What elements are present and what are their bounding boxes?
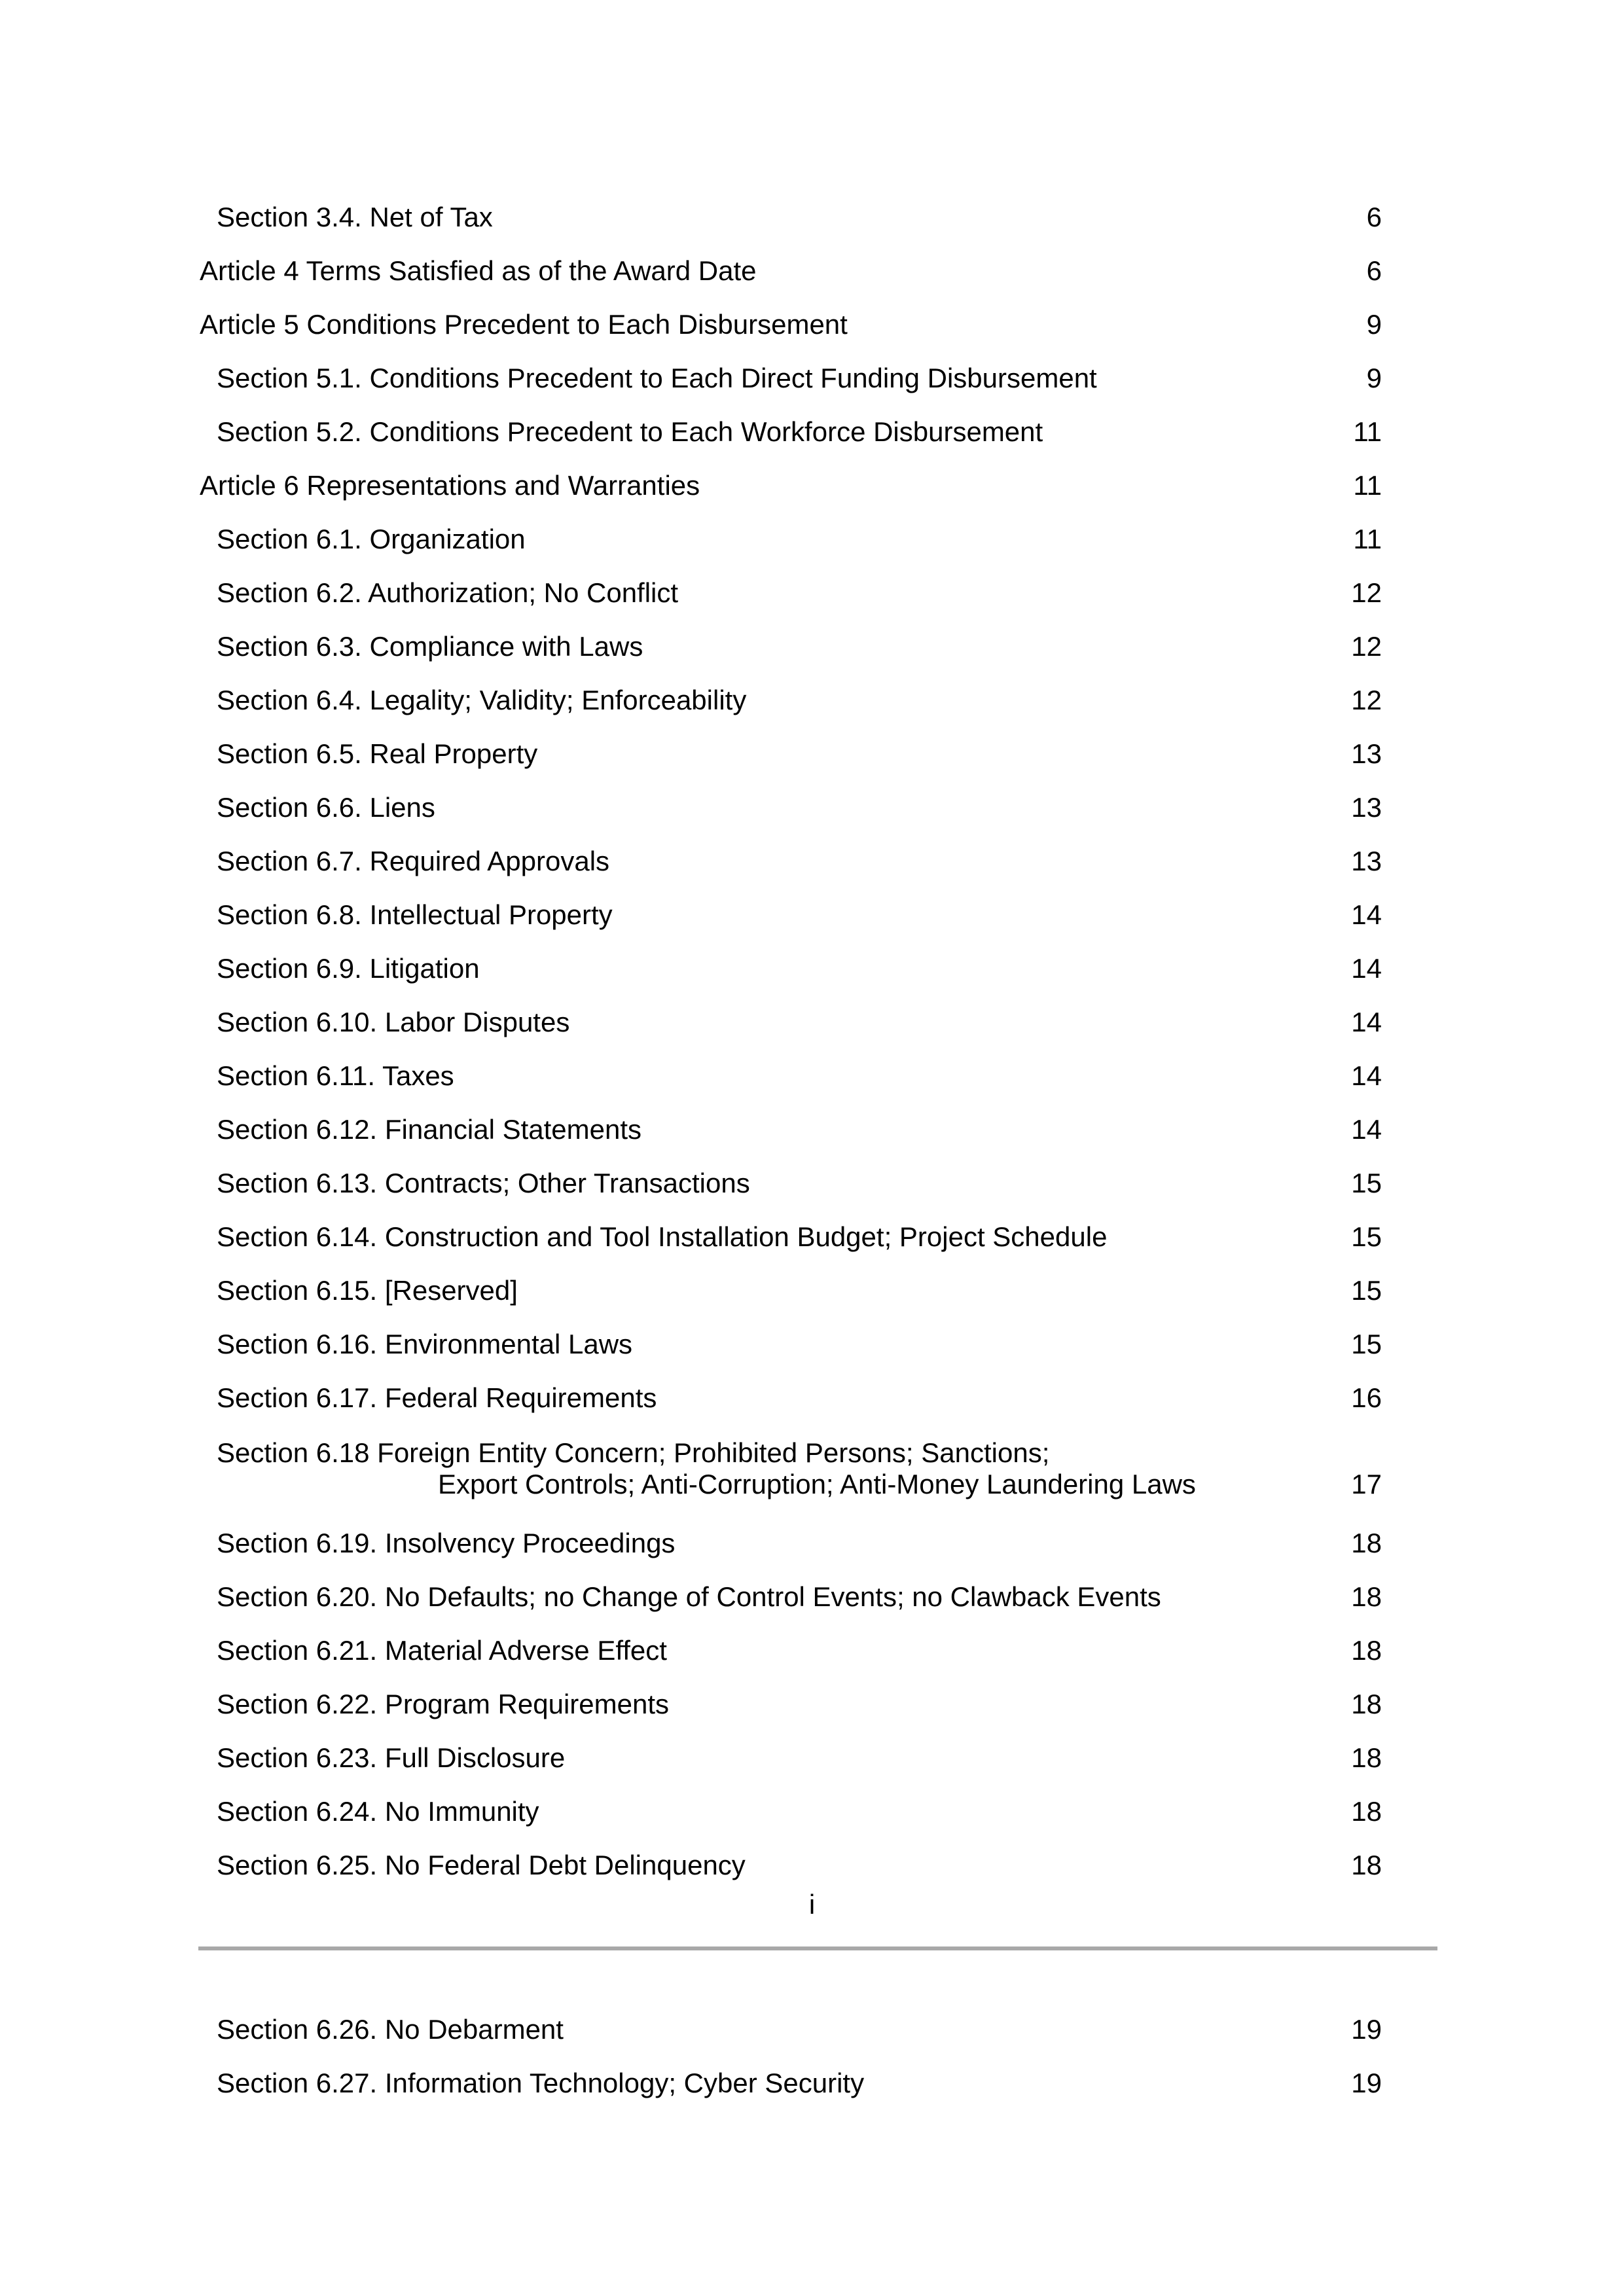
toc-entry-page: 18: [1351, 1850, 1382, 1880]
toc-entry[interactable]: [0, 834, 1624, 888]
toc-entry-page: 13: [1351, 792, 1382, 823]
toc-entry-title: Section 6.1. Organization: [217, 524, 526, 554]
toc-entry-title: Section 6.23. Full Disclosure: [217, 1742, 566, 1773]
toc-entry[interactable]: [0, 1785, 1624, 1839]
toc-entry-title: Section 6.20. No Defaults; no Change of Control Events; no Clawback Events: [217, 1581, 1161, 1612]
toc-entry-page: 14: [1351, 1060, 1382, 1091]
toc-entry-title: Section 6.18 Foreign Entity Concern; Prohibited Persons; Sanctions;: [217, 1437, 1050, 1468]
toc-entry-title: Section 6.12. Financial Statements: [217, 1114, 642, 1145]
page-number: i: [808, 1889, 816, 1920]
toc-entry[interactable]: [0, 1264, 1624, 1318]
toc-entry-page: 18: [1351, 1528, 1382, 1558]
toc-entry[interactable]: [0, 1103, 1624, 1157]
toc-entry[interactable]: [0, 1318, 1624, 1371]
toc-entry-title: Section 6.22. Program Requirements: [217, 1689, 670, 1719]
toc-entry[interactable]: [0, 781, 1624, 834]
toc-entry-page: 18: [1351, 1581, 1382, 1612]
toc-entry[interactable]: [0, 1516, 1624, 1570]
toc-entry-page: 17: [1351, 1469, 1382, 1499]
toc-entry-title: Section 6.14. Construction and Tool Installation Budget; Project Schedule: [217, 1221, 1108, 1252]
toc-entry-title: Section 6.17. Federal Requirements: [217, 1382, 657, 1413]
toc-entry[interactable]: [0, 244, 1624, 298]
toc-entry-title: Article 5 Conditions Precedent to Each Disbursement: [200, 309, 848, 340]
toc-entry-title: Section 6.15. [Reserved]: [217, 1275, 518, 1306]
toc-entry-page: 12: [1351, 631, 1382, 662]
toc-entry-title: Section 6.9. Litigation: [217, 953, 480, 984]
toc-entry[interactable]: [0, 1677, 1624, 1731]
toc-entry[interactable]: [0, 512, 1624, 566]
toc-entry-page: 14: [1351, 953, 1382, 984]
toc-entry-page: 18: [1351, 1742, 1382, 1773]
toc-entry-page: 9: [1366, 309, 1382, 340]
toc-entry-page: 15: [1351, 1329, 1382, 1359]
toc-entry[interactable]: [0, 459, 1624, 512]
toc-entry-title: Section 6.16. Environmental Laws: [217, 1329, 633, 1359]
toc-entry-title: Section 6.21. Material Adverse Effect: [217, 1635, 667, 1666]
toc-entry-title: Section 6.3. Compliance with Laws: [217, 631, 643, 662]
toc-entry[interactable]: [0, 996, 1624, 1049]
toc-entry-page: 6: [1366, 255, 1382, 286]
toc-entry[interactable]: [0, 2056, 1624, 2110]
toc-entry-title: Section 6.24. No Immunity: [217, 1796, 539, 1827]
toc-entry-page: 14: [1351, 1114, 1382, 1145]
toc-entry[interactable]: [0, 2003, 1624, 2056]
toc-entry-title: Section 6.26. No Debarment: [217, 2014, 564, 2045]
toc-entry[interactable]: [0, 1570, 1624, 1624]
toc-entry-title: Section 6.4. Legality; Validity; Enforceability: [217, 685, 747, 715]
toc-entry-page: 11: [1353, 416, 1382, 447]
toc-entry[interactable]: [0, 673, 1624, 727]
toc-entry[interactable]: [0, 566, 1624, 620]
toc-entry-title-continued: Export Controls; Anti-Corruption; Anti-Money Laundering Laws: [438, 1469, 1196, 1499]
toc-entry-page: 13: [1351, 738, 1382, 769]
toc-entry-title: Section 3.4. Net of Tax: [217, 202, 493, 232]
toc-entry[interactable]: [0, 1049, 1624, 1103]
toc-entry[interactable]: [0, 888, 1624, 942]
toc-entry-title: Section 6.13. Contracts; Other Transactions: [217, 1168, 750, 1198]
toc-entry[interactable]: [0, 405, 1624, 459]
toc-entry-page: 14: [1351, 1007, 1382, 1037]
toc-entry[interactable]: [0, 1437, 1624, 1503]
toc-entry-title: Section 6.2. Authorization; No Conflict: [217, 577, 679, 608]
page-break-divider: [198, 1946, 1437, 1950]
toc-entry[interactable]: [0, 298, 1624, 351]
toc-entry[interactable]: [0, 1839, 1624, 1892]
toc-entry-title: Section 6.11. Taxes: [217, 1060, 454, 1091]
toc-entry-page: 13: [1351, 846, 1382, 876]
toc-entry-page: 11: [1353, 524, 1382, 554]
toc-entry-page: 6: [1366, 202, 1382, 232]
toc-entry[interactable]: [0, 351, 1624, 405]
toc-entry[interactable]: [0, 1731, 1624, 1785]
toc-entry-page: 14: [1351, 899, 1382, 930]
toc-entry-page: 18: [1351, 1689, 1382, 1719]
toc-entry-title: Section 6.6. Liens: [217, 792, 435, 823]
toc-entry[interactable]: [0, 620, 1624, 673]
toc-entry-page: 18: [1351, 1796, 1382, 1827]
toc-entry-title: Section 6.19. Insolvency Proceedings: [217, 1528, 676, 1558]
toc-entry-title: Section 6.25. No Federal Debt Delinquency: [217, 1850, 746, 1880]
toc-entry-title: Section 5.1. Conditions Precedent to Each Direct Funding Disbursement: [217, 363, 1097, 393]
toc-entry-page: 16: [1351, 1382, 1382, 1413]
toc-entry[interactable]: [0, 190, 1624, 244]
toc-entry-title: Section 6.7. Required Approvals: [217, 846, 610, 876]
toc-entry-title: Section 6.8. Intellectual Property: [217, 899, 613, 930]
toc-entry[interactable]: [0, 1210, 1624, 1264]
toc-entry[interactable]: [0, 727, 1624, 781]
toc-entry-page: 15: [1351, 1221, 1382, 1252]
toc-entry-title: Section 6.10. Labor Disputes: [217, 1007, 570, 1037]
toc-entry-title: Article 4 Terms Satisfied as of the Award Date: [200, 255, 757, 286]
toc-entry-page: 11: [1353, 470, 1382, 501]
toc-entry[interactable]: [0, 1157, 1624, 1210]
toc-entry-page: 12: [1351, 685, 1382, 715]
toc-entry[interactable]: [0, 1624, 1624, 1677]
toc-entry-title: Section 6.5. Real Property: [217, 738, 538, 769]
toc-entry-title: Section 6.27. Information Technology; Cyber Security: [217, 2068, 865, 2098]
toc-entry-page: 9: [1366, 363, 1382, 393]
toc-entry-page: 18: [1351, 1635, 1382, 1666]
toc-entry-title: Section 5.2. Conditions Precedent to Each Workforce Disbursement: [217, 416, 1043, 447]
toc-entry-page: 19: [1351, 2068, 1382, 2098]
toc-entry-page: 12: [1351, 577, 1382, 608]
toc-entry[interactable]: [0, 942, 1624, 996]
toc-entry-page: 15: [1351, 1275, 1382, 1306]
toc-entry-page: 19: [1351, 2014, 1382, 2045]
toc-entry-page: 15: [1351, 1168, 1382, 1198]
toc-entry[interactable]: [0, 1371, 1624, 1425]
toc-entry-title: Article 6 Representations and Warranties: [200, 470, 700, 501]
